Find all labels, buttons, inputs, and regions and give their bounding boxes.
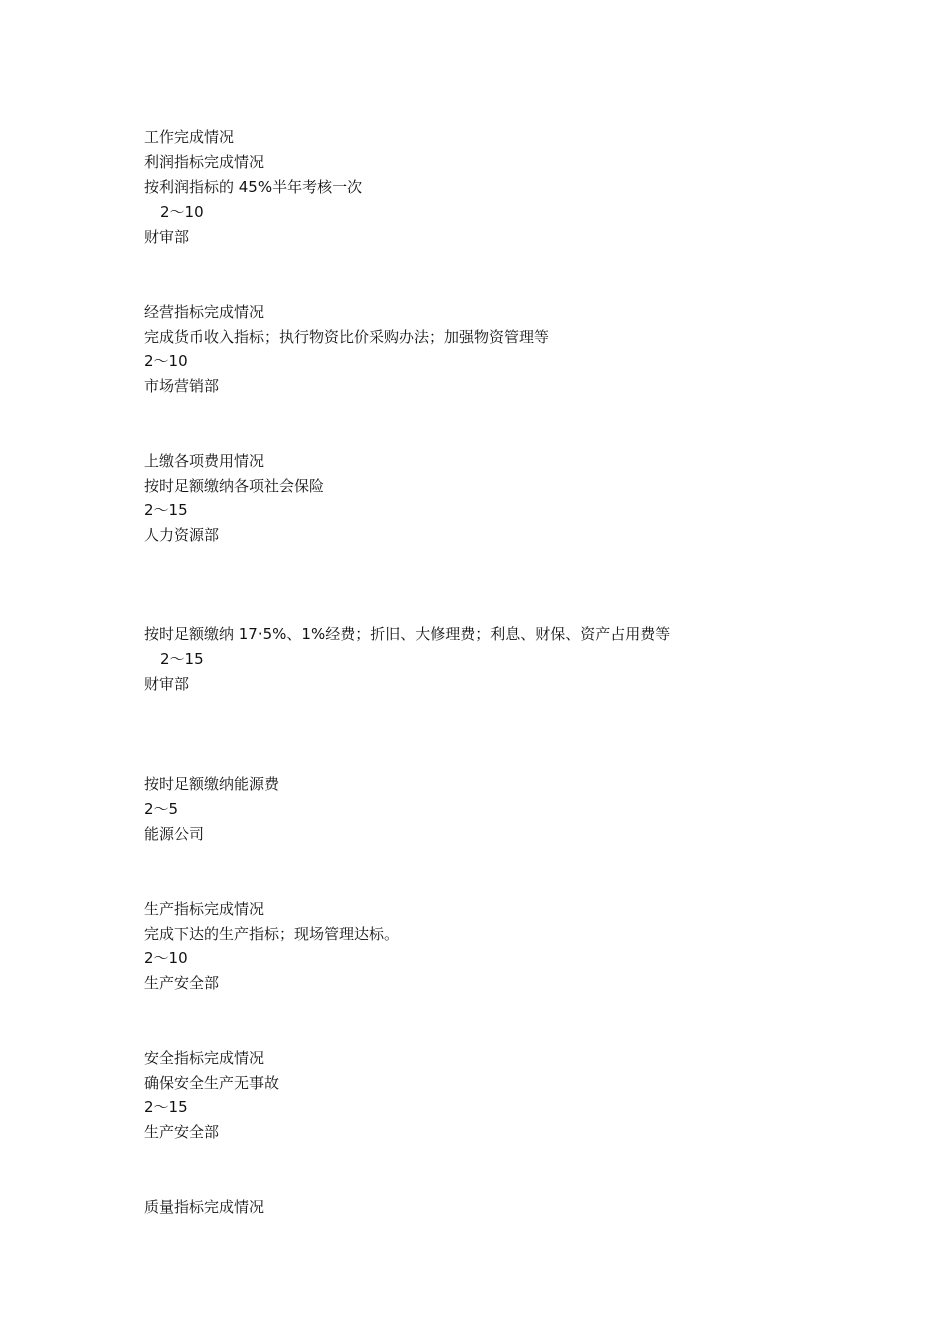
item-desc-profit: 按利润指标的 45%半年考核一次 bbox=[144, 178, 363, 196]
item-dept-funds: 财审部 bbox=[144, 675, 190, 693]
item-score-profit: 2～10 bbox=[160, 203, 204, 221]
item-desc-funds: 按时足额缴纳 17·5%、1%经费；折旧、大修理费；利息、财保、资产占用费等 bbox=[144, 625, 671, 643]
item-title-safety: 安全指标完成情况 bbox=[144, 1049, 265, 1067]
item-dept-business: 市场营销部 bbox=[144, 377, 220, 395]
item-title-production: 生产指标完成情况 bbox=[144, 900, 265, 918]
item-desc-business: 完成货币收入指标；执行物资比价采购办法；加强物资管理等 bbox=[144, 328, 550, 346]
item-dept-insurance: 人力资源部 bbox=[144, 526, 220, 544]
item-desc-safety: 确保安全生产无事故 bbox=[144, 1074, 280, 1092]
item-title-fees: 上缴各项费用情况 bbox=[144, 452, 265, 470]
item-score-energy: 2～5 bbox=[144, 800, 179, 818]
item-dept-profit: 财审部 bbox=[144, 228, 190, 246]
heading-work-completion: 工作完成情况 bbox=[144, 128, 235, 146]
item-score-business: 2～10 bbox=[144, 352, 188, 370]
item-title-business: 经营指标完成情况 bbox=[144, 303, 265, 321]
item-dept-energy: 能源公司 bbox=[144, 825, 205, 843]
item-score-funds: 2～15 bbox=[160, 650, 204, 668]
item-desc-insurance: 按时足额缴纳各项社会保险 bbox=[144, 477, 325, 495]
item-dept-safety: 生产安全部 bbox=[144, 1123, 220, 1141]
item-desc-energy: 按时足额缴纳能源费 bbox=[144, 775, 280, 793]
item-title-profit: 利润指标完成情况 bbox=[144, 153, 265, 171]
item-score-insurance: 2～15 bbox=[144, 501, 188, 519]
item-score-safety: 2～15 bbox=[144, 1098, 188, 1116]
item-title-quality: 质量指标完成情况 bbox=[144, 1198, 265, 1216]
item-dept-production: 生产安全部 bbox=[144, 974, 220, 992]
item-score-production: 2～10 bbox=[144, 949, 188, 967]
item-desc-production: 完成下达的生产指标；现场管理达标。 bbox=[144, 925, 400, 943]
